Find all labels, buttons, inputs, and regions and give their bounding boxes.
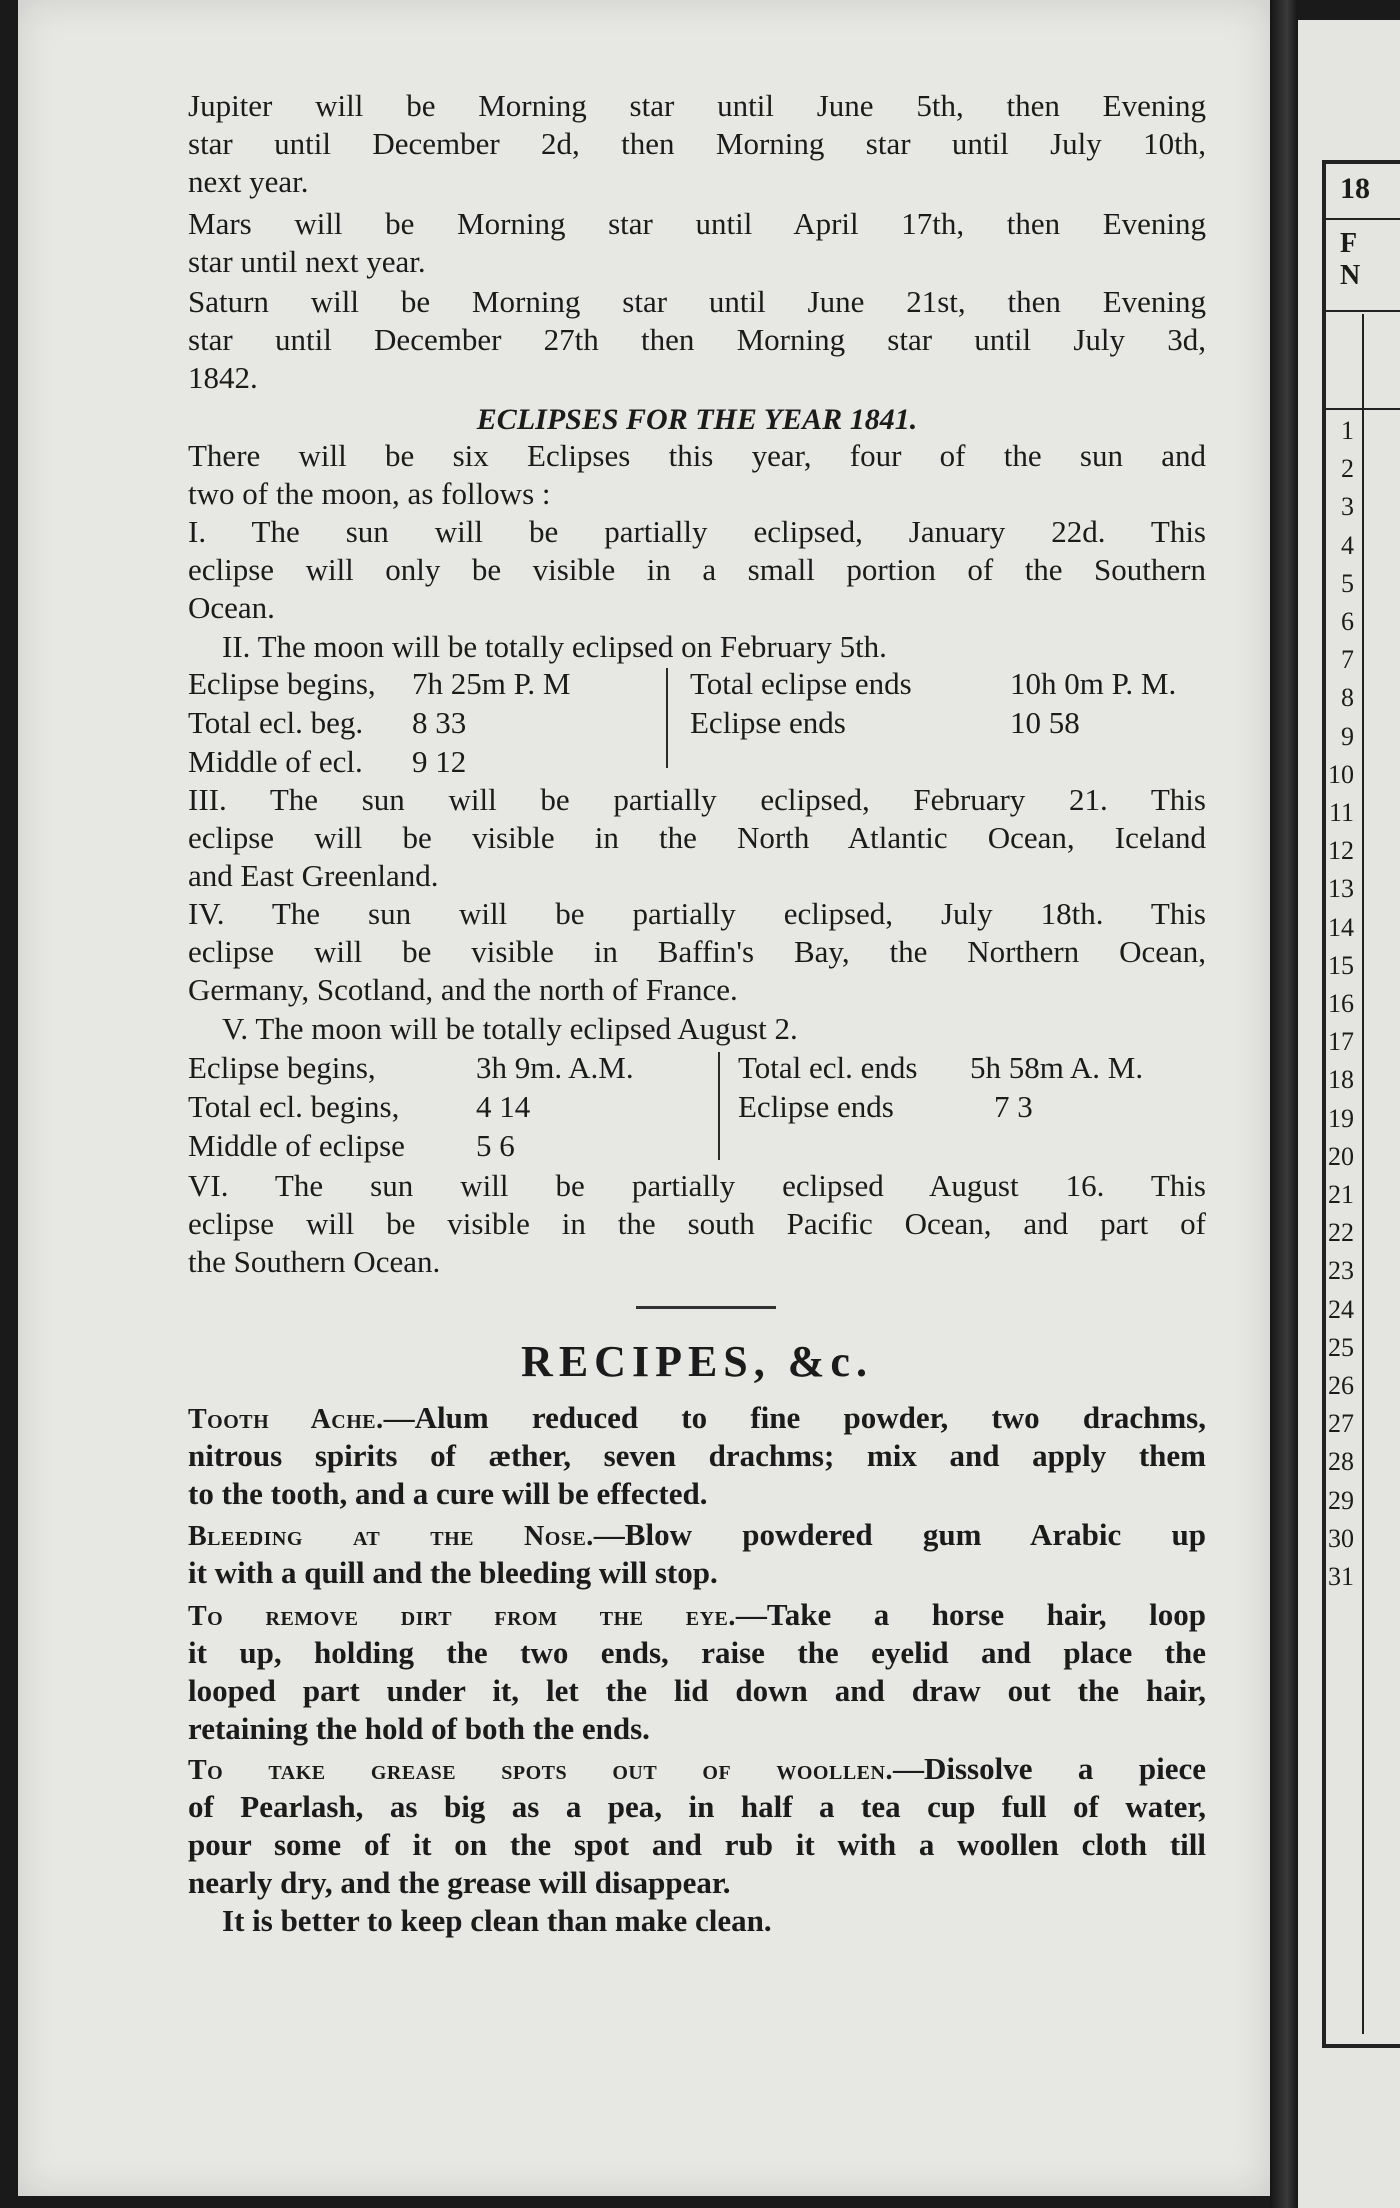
eclipse-1-line-3: Ocean.	[188, 590, 275, 625]
facing-page-day-number: 21	[1328, 1180, 1354, 1209]
eclipse-2-left-label-2: Total ecl. beg.	[188, 705, 364, 740]
eclipse-1-line-2: eclipse will only be visible in a small portion of the Southern	[188, 552, 1206, 587]
recipe-nose-text-1: —Blow powdered gum Arabic up	[593, 1517, 1206, 1552]
eclipse-6-line-3: the Southern Ocean.	[188, 1244, 441, 1279]
eclipse-3-line-1: III. The sun will be partially eclipsed, February 21. This	[188, 782, 1206, 817]
facing-page-day-number: 6	[1341, 607, 1354, 636]
facing-page-day-number: 29	[1328, 1485, 1354, 1515]
eclipses-intro-2: two of the moon, as follows :	[188, 476, 551, 511]
recipes-heading: RECIPES, &c.	[521, 1337, 873, 1386]
facing-page-day-number: 14	[1328, 912, 1354, 942]
eclipses-intro-1: There will be six Eclipses this year, four of the sun and	[188, 438, 1206, 473]
recipe-eye-line-2: it up, holding the two ends, raise the eyelid and place the	[188, 1635, 1206, 1670]
facing-page-day-number: 18	[1328, 1065, 1354, 1095]
facing-page-day-number: 22	[1328, 1218, 1354, 1248]
facing-page-day-number: 16	[1328, 989, 1354, 1018]
mars-line-1: Mars will be Morning star until April 17th, then Evening	[188, 206, 1206, 241]
facing-col-head-2: N	[1340, 260, 1361, 291]
eclipse-2-left-value-1: 7h 25m P. M	[412, 666, 571, 701]
facing-page-day-number: 17	[1328, 1027, 1354, 1057]
recipe-tooth-line-2: nitrous spirits of æther, seven drachms; mix and apply them	[188, 1438, 1206, 1473]
facing-page-day-number: 27	[1328, 1409, 1354, 1439]
eclipse-4-line-1: IV. The sun will be partially eclipsed, July 18th. This	[188, 896, 1206, 931]
saturn-line-3: 1842.	[188, 360, 258, 395]
eclipse-2-right-label-1: Total eclipse ends	[690, 666, 912, 701]
facing-page-day-number: 11	[1328, 798, 1354, 827]
recipe-eye-text-1: —Take a horse hair, loop	[735, 1597, 1206, 1632]
eclipse-2-left-label-3: Middle of ecl.	[188, 744, 363, 779]
recipe-grease-line-1	[188, 1749, 1206, 1789]
recipe-grease-line-3: pour some of it on the spot and rub it with a woollen cloth till	[188, 1827, 1206, 1862]
eclipse-5-right-value-1: 5h 58m A. M.	[970, 1050, 1144, 1085]
eclipse-2-left-label-1: Eclipse begins,	[188, 666, 376, 701]
jupiter-line-2: star until December 2d, then Morning star until July 10th,	[188, 126, 1206, 161]
recipe-grease-line-2: of Pearlash, as big as a pea, in half a tea cup full of water,	[188, 1789, 1206, 1824]
recipe-grease-line-4: nearly dry, and the grease will disappear.	[188, 1865, 731, 1900]
eclipse-3-line-2: eclipse will be visible in the North Atlantic Ocean, Iceland	[188, 820, 1206, 855]
recipe-tooth-title: Tooth Ache.	[188, 1404, 384, 1435]
eclipse-2-left-value-2: 8 33	[412, 705, 467, 740]
facing-page-day-number: 10	[1328, 759, 1354, 789]
facing-page-day-number: 25	[1328, 1332, 1354, 1362]
divider	[1326, 310, 1400, 312]
eclipse-5-right-label-2: Eclipse ends	[738, 1089, 894, 1124]
book-gutter	[1270, 0, 1298, 2208]
recipe-tooth-line-3: to the tooth, and a cure will be effected.	[188, 1476, 708, 1511]
recipe-eye-line-1	[188, 1595, 1206, 1635]
facing-page-day-number: 28	[1328, 1447, 1354, 1477]
facing-page-day-number: 30	[1328, 1523, 1354, 1553]
recipe-nose-line-2: it with a quill and the bleeding will stop.	[188, 1555, 718, 1590]
eclipse-5-left-value-3: 5 6	[476, 1128, 515, 1163]
column-divider	[1362, 314, 1364, 2034]
eclipse-2-right-label-2: Eclipse ends	[690, 705, 846, 740]
eclipse-5-left-label-3: Middle of eclipse	[188, 1128, 405, 1163]
recipe-nose-title: Bleeding at the Nose.	[188, 1521, 594, 1552]
facing-page-day-number: 31	[1328, 1562, 1354, 1591]
facing-page-day-number: 8	[1341, 683, 1354, 713]
eclipse-5-right-value-2: 7 3	[994, 1089, 1033, 1124]
facing-page-day-number: 1	[1341, 416, 1354, 445]
eclipse-6-line-1: VI. The sun will be partially eclipsed August 16. This	[188, 1168, 1206, 1203]
facing-page-day-number: 13	[1328, 874, 1354, 904]
eclipse-5-right-label-1: Total ecl. ends	[738, 1050, 918, 1085]
eclipse-5-left-label-1: Eclipse begins,	[188, 1050, 376, 1085]
recipe-eye-line-4: retaining the hold of both the ends.	[188, 1711, 650, 1746]
eclipse-2-right-value-1: 10h 0m P. M.	[1010, 666, 1177, 701]
recipe-maxim: It is better to keep clean than make clean.	[222, 1903, 772, 1938]
facing-page-day-number: 9	[1341, 721, 1354, 751]
facing-page-day-number: 24	[1328, 1294, 1354, 1324]
eclipse-2-left-value-3: 9 12	[412, 744, 467, 779]
eclipse-5-column-divider	[718, 1052, 720, 1160]
eclipse-5-left-value-1: 3h 9m. A.M.	[476, 1050, 634, 1085]
section-rule	[636, 1306, 776, 1309]
recipe-eye-title: To remove dirt from the eye.	[188, 1601, 736, 1632]
recipe-eye-line-3: looped part under it, let the lid down and draw out the hair,	[188, 1673, 1206, 1708]
eclipse-2-right-value-2: 10 58	[1010, 705, 1080, 740]
facing-page-day-number: 12	[1328, 836, 1354, 866]
facing-page-day-number: 4	[1341, 530, 1354, 560]
facing-page-day-number: 23	[1328, 1256, 1354, 1286]
facing-page-day-number: 26	[1328, 1371, 1354, 1400]
recipe-grease-title: To take grease spots out of woollen.	[188, 1755, 893, 1786]
facing-page-day-number: 19	[1328, 1103, 1354, 1133]
eclipse-4-line-2: eclipse will be visible in Baffin's Bay, the Northern Ocean,	[188, 934, 1206, 969]
recipe-tooth-text-1: —Alum reduced to fine powder, two drachms,	[383, 1400, 1206, 1435]
facing-col-head-1: F	[1340, 228, 1358, 259]
recipe-tooth-line-1	[188, 1398, 1206, 1438]
facing-page-day-number: 3	[1341, 492, 1354, 522]
eclipse-2-title: II. The moon will be totally eclipsed on February 5th.	[222, 629, 887, 664]
eclipse-1-line-1: I. The sun will be partially eclipsed, January 22d. This	[188, 514, 1206, 549]
eclipse-5-title: V. The moon will be totally eclipsed August 2.	[222, 1011, 798, 1046]
eclipse-6-line-2: eclipse will be visible in the south Pacific Ocean, and part of	[188, 1206, 1206, 1241]
facing-page-calendar-table	[1322, 160, 1400, 2048]
facing-page-header: 18	[1340, 172, 1370, 205]
saturn-line-1: Saturn will be Morning star until June 21st, then Evening	[188, 284, 1206, 319]
jupiter-line-1: Jupiter will be Morning star until June 5th, then Evening	[188, 88, 1206, 123]
eclipses-heading: ECLIPSES FOR THE YEAR 1841.	[476, 403, 918, 436]
eclipse-5-left-label-2: Total ecl. begins,	[188, 1089, 400, 1124]
recipe-grease-text-1: —Dissolve a piece	[892, 1751, 1206, 1786]
saturn-line-2: star until December 27th then Morning star until July 3d,	[188, 322, 1206, 357]
eclipse-2-column-divider	[666, 668, 668, 768]
eclipse-4-line-3: Germany, Scotland, and the north of France.	[188, 972, 738, 1007]
facing-page-day-number: 5	[1341, 568, 1354, 598]
jupiter-line-3: next year.	[188, 164, 309, 199]
facing-page-day-number: 2	[1341, 454, 1354, 484]
divider	[1326, 218, 1400, 220]
eclipse-5-left-value-2: 4 14	[476, 1089, 531, 1124]
eclipse-3-line-3: and East Greenland.	[188, 858, 439, 893]
facing-page-day-number: 7	[1341, 645, 1354, 675]
recipe-nose-line-1	[188, 1515, 1206, 1555]
facing-page-day-number: 20	[1328, 1141, 1354, 1171]
mars-line-2: star until next year.	[188, 244, 426, 279]
facing-page-day-number: 15	[1328, 950, 1354, 980]
